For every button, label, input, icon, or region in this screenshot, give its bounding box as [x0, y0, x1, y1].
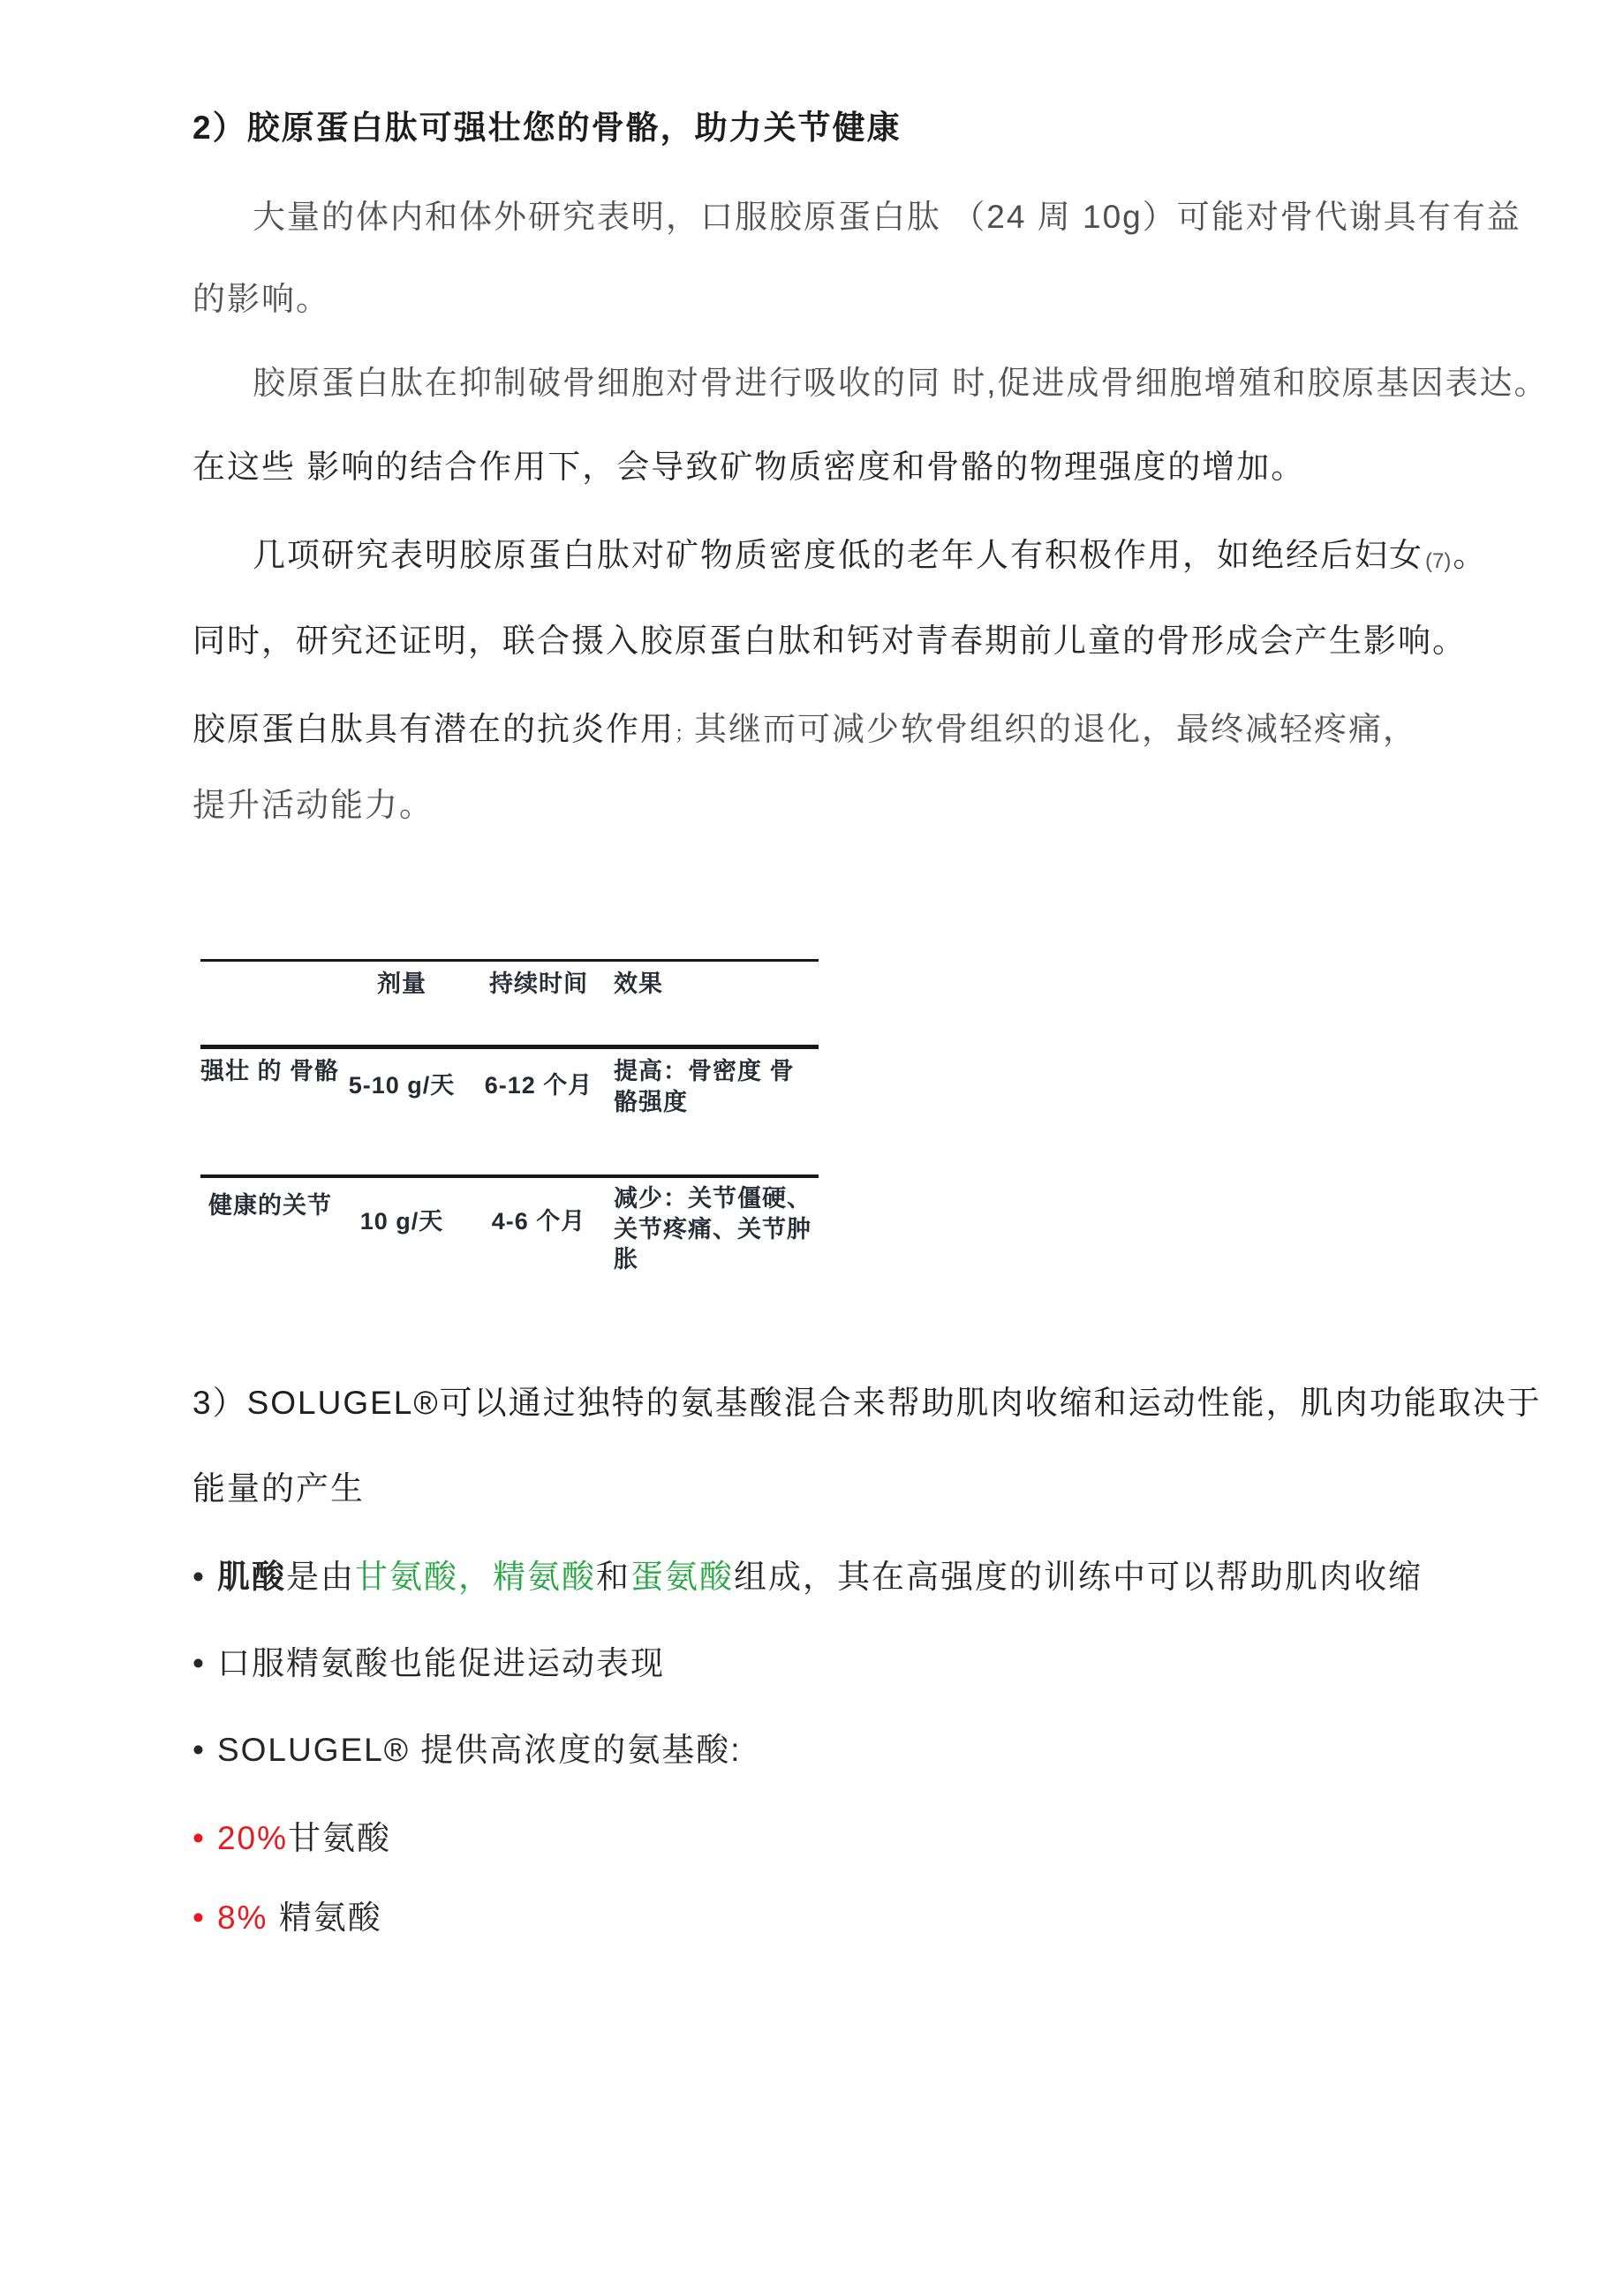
- text-run: 几项研究表明胶原蛋白肽对矿物质密度低的老年人有积极作用，如绝经后妇女: [253, 537, 1423, 573]
- table-header-duration: 持续时间: [489, 971, 588, 997]
- study-results-table: [200, 959, 819, 1291]
- text-run: 组成，其在高强度的训练中可以帮助肌肉收缩: [733, 1559, 1423, 1595]
- percentage-value: 20%: [216, 1820, 289, 1856]
- row-dose: 5-10 g/天: [348, 1072, 456, 1099]
- bullet-item-creatine: [192, 1557, 1423, 1597]
- text-run: 精氨酸: [492, 1559, 596, 1595]
- text-run: 。: [1453, 537, 1488, 573]
- paragraph-line: 的影响。: [192, 281, 330, 317]
- bullet-text: 口服精氨酸也能促进运动表现: [216, 1645, 665, 1681]
- bullet-item-arginine: [192, 1643, 665, 1684]
- paragraph-line: 大量的体内和体外研究表明，口服胶原蛋白肽 （24 周 10g）可能对骨代谢具有有益: [253, 199, 1521, 235]
- paragraph-line: 同时，研究还证明，联合摄入胶原蛋白肽和钙对青春期前儿童的骨形成会产生影响。: [192, 623, 1467, 659]
- table-header-row: [200, 961, 819, 1047]
- text-run: 肌酸: [216, 1559, 286, 1595]
- row-duration: 4-6 个月: [491, 1208, 586, 1235]
- bullet-dot: •: [192, 1559, 206, 1595]
- bullet-dot: •: [192, 1645, 206, 1681]
- row-label: 健康的关节: [208, 1192, 332, 1219]
- section-3-heading-line2: 能量的产生: [192, 1470, 365, 1507]
- bullet-text: [217, 1557, 1423, 1597]
- section-2-heading: 2）胶原蛋白肽可强壮您的骨骼，助力关节健康: [192, 110, 902, 146]
- paragraph-line: [192, 709, 1417, 750]
- paragraph-line: 提升活动能力。: [192, 787, 434, 823]
- text-run: 蛋氨酸: [630, 1559, 734, 1595]
- text-run: 甘氨酸，: [354, 1559, 493, 1595]
- bullet-dot: •: [192, 1820, 206, 1856]
- bullet-text: [217, 1898, 382, 1938]
- text-run: 胶原蛋白肽具有潜在的抗炎作用: [192, 711, 675, 747]
- section-3-heading-line1: 3）SOLUGEL®可以通过独特的氨基酸混合来帮助肌肉收缩和运动性能，肌肉功能取决于: [192, 1385, 1542, 1421]
- text-run: 是由: [285, 1559, 355, 1595]
- bullet-item-arginine-pct: [192, 1898, 382, 1938]
- row-dose: 10 g/天: [359, 1208, 444, 1235]
- paragraph-line: [192, 535, 1487, 576]
- bullet-item-glycine-pct: [192, 1818, 391, 1859]
- row-label: 强壮 的 骨骼: [200, 1058, 340, 1084]
- table-row: [200, 1047, 819, 1177]
- row-effect: 提高：骨密度 骨骼强度: [614, 1058, 795, 1115]
- footnote-reference: (7): [1425, 549, 1452, 573]
- text-run: 其继而可减少软骨组织的退化，最终减轻疼痛，: [694, 711, 1418, 747]
- text-run: 和: [595, 1559, 630, 1595]
- paragraph-line: 在这些 影响的结合作用下，会导致矿物质密度和骨骼的物理强度的增加。: [192, 449, 1306, 485]
- text-run: 甘氨酸: [288, 1820, 392, 1856]
- text-run: 精氨酸: [268, 1899, 382, 1936]
- bullet-item-solugel: [192, 1730, 742, 1771]
- bullet-dot: •: [192, 1899, 206, 1936]
- table-header-empty: [200, 961, 340, 1047]
- table-header-dose: 剂量: [377, 971, 427, 997]
- bullet-text: SOLUGEL® 提供高浓度的氨基酸:: [216, 1732, 742, 1768]
- text-run: ；: [675, 722, 695, 744]
- bullet-text: [217, 1818, 391, 1859]
- row-duration: 6-12 个月: [484, 1072, 593, 1099]
- table-header-effect: 效果: [614, 971, 663, 997]
- paragraph-line: 胶原蛋白肽在抑制破骨细胞对骨进行吸收的同 时,促进成骨细胞增殖和胶原基因表达。: [253, 365, 1549, 401]
- table-row: [200, 1176, 819, 1291]
- percentage-value: 8%: [216, 1899, 268, 1936]
- bullet-dot: •: [192, 1732, 206, 1768]
- row-effect: 减少：关节僵硬、关节疼痛、关节肿胀: [614, 1185, 812, 1273]
